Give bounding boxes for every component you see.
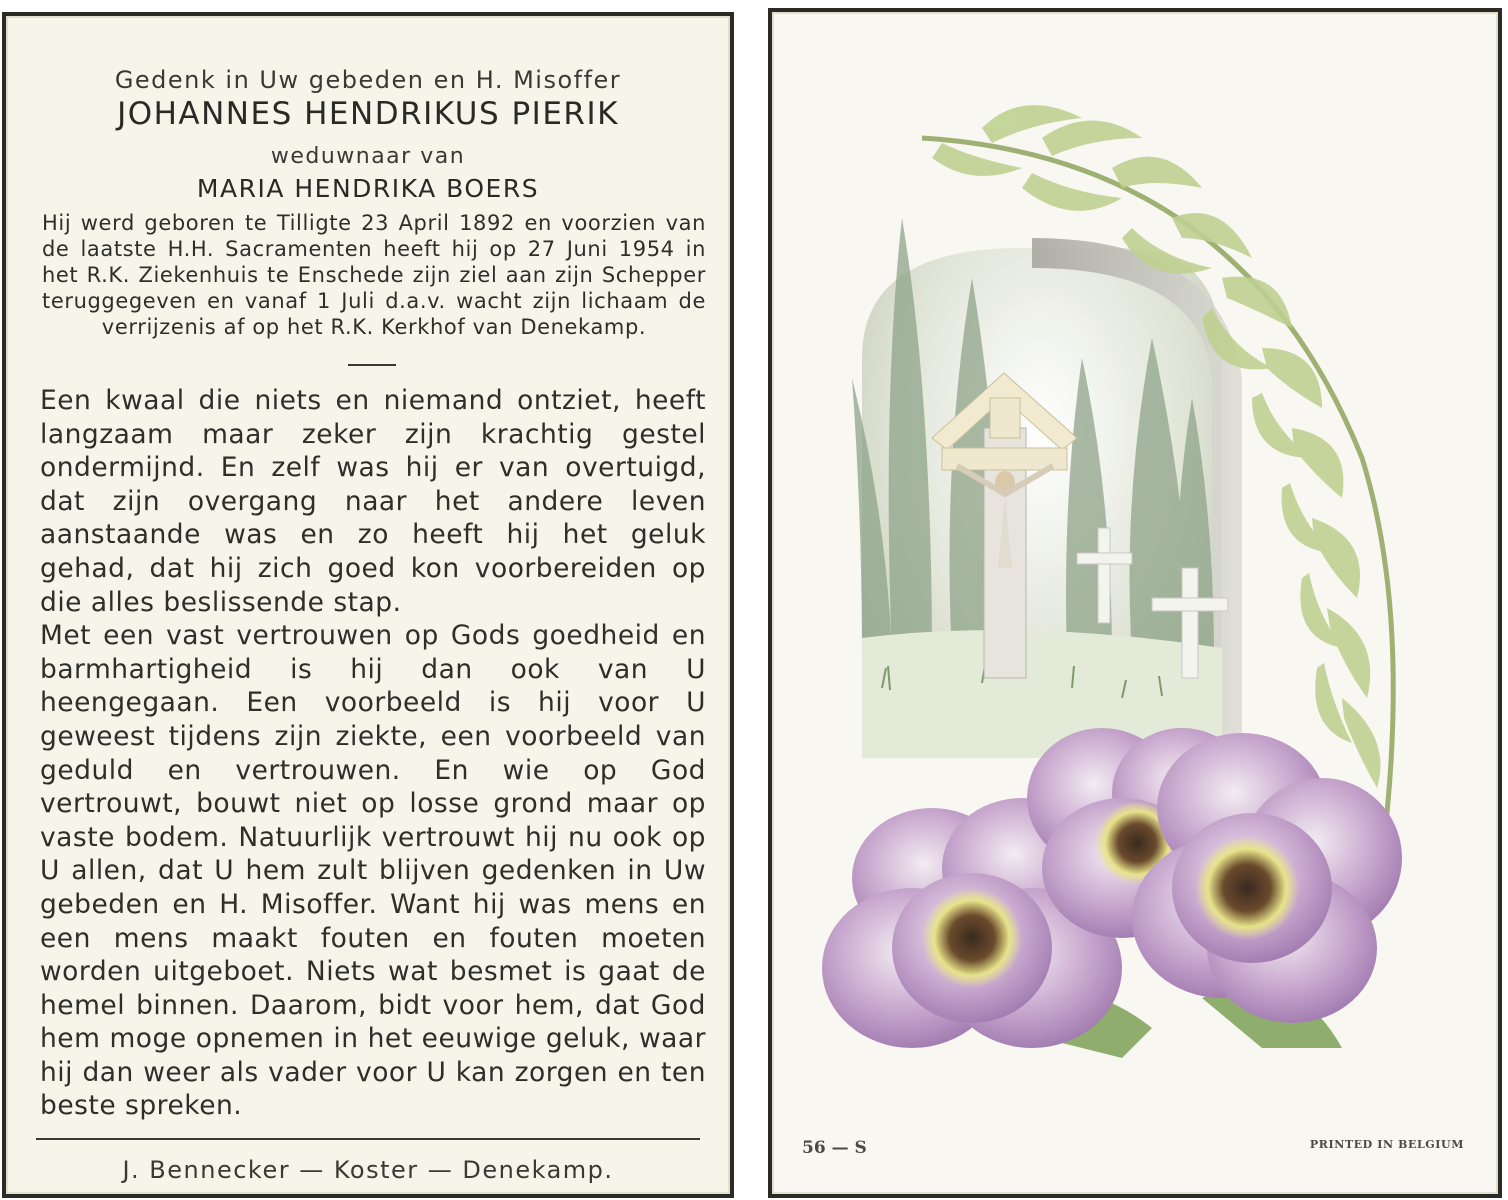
print-origin: PRINTED IN BELGIUM <box>1309 1138 1464 1151</box>
spouse-name: MARIA HENDRIKA BOERS <box>196 174 540 203</box>
relation-line: weduwnaar van <box>270 144 466 169</box>
deceased-name: JOHANNES HENDRIKUS PIERIK <box>117 96 619 132</box>
pansy-right <box>1132 733 1402 1023</box>
biography-paragraph: Hij werd geboren te Tilligte 23 April 1892 en voorzien van de laatste H.H. Sacramenten heeft hij op 27 Juni 1954 in het R.K. Ziekenhuis te Enschede zijn ziel aan zijn Schepper teruggegeven en vanaf 1 Juli d.a.v. wacht zijn lichaam de verrijzenis af op het R.K. Kerkhof van Denekamp. <box>42 211 706 339</box>
pansy-flowers <box>822 728 1402 1058</box>
eulogy-text <box>40 384 706 1123</box>
separator-rule <box>348 364 396 366</box>
crucifix-pansies-illustration <box>822 98 1462 1098</box>
memorial-text-card <box>2 12 734 1198</box>
invocation-line: Gedenk in Uw gebeden en H. Misoffer <box>114 66 622 94</box>
illustration-card <box>768 8 1502 1198</box>
card-code: 56 — S <box>802 1138 867 1158</box>
footer-rule <box>36 1138 700 1140</box>
eulogy-paragraph-2: Met een vast vertrouwen op Gods goedheid en barmhartigheid is hij dan ook van U heengegaan. Een voorbeeld is hij voor U geweest tijdens zijn ziekte, een voorbeeld van geduld en vertrouwen. En wie op God vertrouwt, bouwt niet op losse grond maar op vaste bodem. Natuurlijk vertrouwt hij nu ook op U allen, dat U hem zult blijven gedenken in Uw gebeden en H. Misoffer. Want hij was mens en een mens maakt fouten en fouten moeten worden uitgeboet. Niets wat besmet is gaat de hemel binnen. Daarom, bidt voor hem, dat God hem moge opnemen in het eeuwige geluk, waar hij dan weer als vader voor U kan zorgen en ten beste spreken. <box>40 620 706 1122</box>
eulogy-paragraph-1: Een kwaal die niets en niemand ontziet, heeft langzaam maar zeker zijn krachtig gestel ondermijnd. En zelf was hij er van overtuigd, dat zijn overgang naar het andere leven aanstaande was en zo heeft hij het geluk gehad, dat hij zich goed kon voorbereiden op die alles beslissende stap. <box>40 385 706 618</box>
printer-line: J. Bennecker — Koster — Denekamp. <box>122 1156 614 1184</box>
